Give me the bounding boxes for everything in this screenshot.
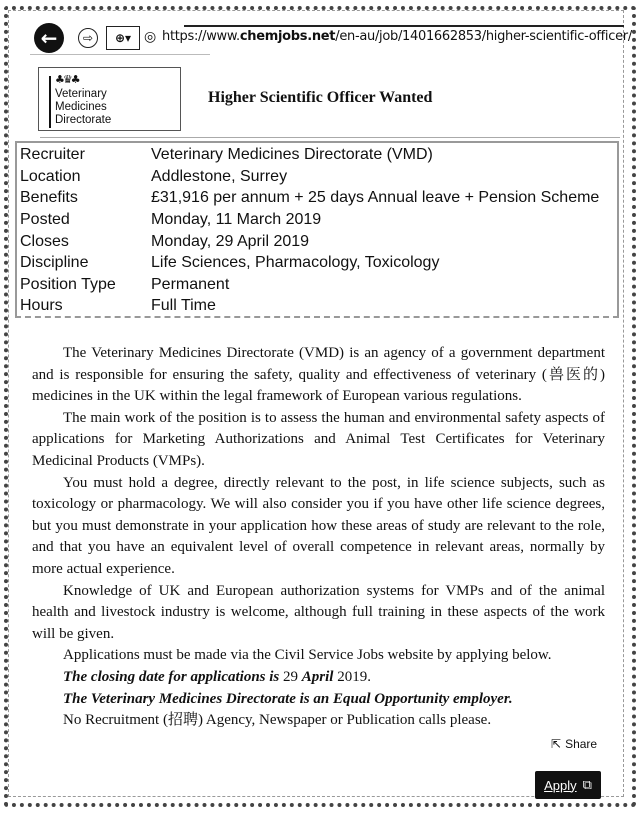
detail-label: Hours	[20, 297, 63, 314]
browser-toolbar	[34, 21, 632, 53]
royal-crest-icon: ♣♛♣	[55, 73, 79, 86]
detail-value: Monday, 29 April 2019	[151, 233, 310, 250]
detail-value: Monday, 11 March 2019	[151, 211, 322, 228]
forward-button[interactable]	[78, 28, 98, 48]
detail-value: Life Sciences, Pharmacology, Toxicology	[151, 254, 440, 271]
paragraph-main-work: The main work of the position is to assess the human and environmental safety aspects of applications for Marketing Authorizations and Animal Test Certificates for Veterinary Medicinal Products (VMPs).	[32, 409, 605, 469]
detail-value: Full Time	[151, 297, 216, 314]
closing-month: April	[301, 668, 338, 685]
paragraph-agency: The Veterinary Medicines Directorate (VMD) is an agency of a government department and is responsible for ensuring the safety, quality and effectiveness of veterinary (兽医的) medicines in the UK within the legal framework of European various regulations.	[32, 345, 605, 405]
page-title: Higher Scientific Officer Wanted	[208, 89, 433, 106]
apply-button[interactable]	[535, 771, 601, 799]
apply-label: Apply	[544, 777, 577, 793]
paragraph-requirements: You must hold a degree, directly relevant to the post, in life science subjects, such as toxicology or pharmacology. We will also consider you if you have other life science degrees, but you must demonstrate in your application how these areas of study are relevant to the role, and that you have an equivalent level of overall competence in relevant areas, normally by more actual experience.	[32, 474, 605, 577]
detail-label: Position Type	[20, 276, 116, 293]
toolbar-shadow	[30, 54, 210, 55]
forward-arrow-icon: ⇨	[82, 31, 94, 45]
detail-value: Veterinary Medicines Directorate (VMD)	[151, 146, 433, 163]
logo-line-1: Veterinary	[55, 88, 107, 100]
logo-text	[55, 88, 111, 127]
url-prefix: https://www.	[162, 29, 240, 44]
logo-line-2: Medicines	[55, 101, 107, 113]
paragraph-applications: Applications must be made via the Civil Service Jobs website by applying below.	[63, 647, 552, 664]
back-arrow-icon: ←	[40, 26, 58, 50]
closing-date-notice	[32, 667, 605, 689]
title-divider	[40, 137, 620, 138]
equal-opportunity-notice: The Veterinary Medicines Directorate is an Equal Opportunity employer.	[63, 690, 513, 707]
detail-value: £31,916 per annum + 25 days Annual leave + Pension Scheme	[151, 189, 600, 206]
url-path: /en-au/job/1401662853/higher-scientific-officer/	[335, 29, 632, 44]
back-button[interactable]	[34, 23, 64, 53]
detail-label: Closes	[20, 233, 69, 250]
shield-icon: ⊕▾	[114, 31, 132, 45]
no-agency-notice: No Recruitment (招聘) Agency, Newspaper or Publication calls please.	[63, 712, 492, 729]
url-domain: chemjobs.net	[239, 29, 336, 44]
site-info-dropdown[interactable]	[106, 26, 140, 50]
share-icon: ⇱	[551, 737, 562, 751]
logo-bar	[49, 76, 51, 128]
share-label: Share	[565, 737, 598, 751]
closing-day: 29	[283, 668, 302, 685]
detail-value: Permanent	[151, 276, 230, 293]
paragraph-knowledge: Knowledge of UK and European authorization systems for VMPs and of the animal health and livestock industry is welcome, although full training in these aspects of the work will be given.	[32, 582, 605, 642]
detail-label: Benefits	[20, 189, 78, 206]
share-link[interactable]	[551, 737, 597, 751]
closing-text: The closing date for applications is	[63, 668, 284, 685]
job-description	[32, 343, 605, 732]
job-details-table	[15, 141, 619, 318]
detail-label: Discipline	[20, 254, 89, 271]
toolbar-rule	[184, 25, 624, 27]
detail-label: Recruiter	[20, 146, 85, 163]
globe-icon: ◎	[144, 29, 157, 45]
address-bar[interactable]	[162, 29, 632, 44]
external-link-icon: ⧉	[582, 777, 592, 792]
detail-label: Location	[20, 168, 81, 185]
detail-value: Addlestone, Surrey	[151, 168, 288, 185]
vmd-logo	[38, 67, 181, 131]
detail-label: Posted	[20, 211, 70, 228]
closing-year: 2019.	[337, 668, 371, 685]
logo-line-3: Directorate	[55, 114, 112, 126]
